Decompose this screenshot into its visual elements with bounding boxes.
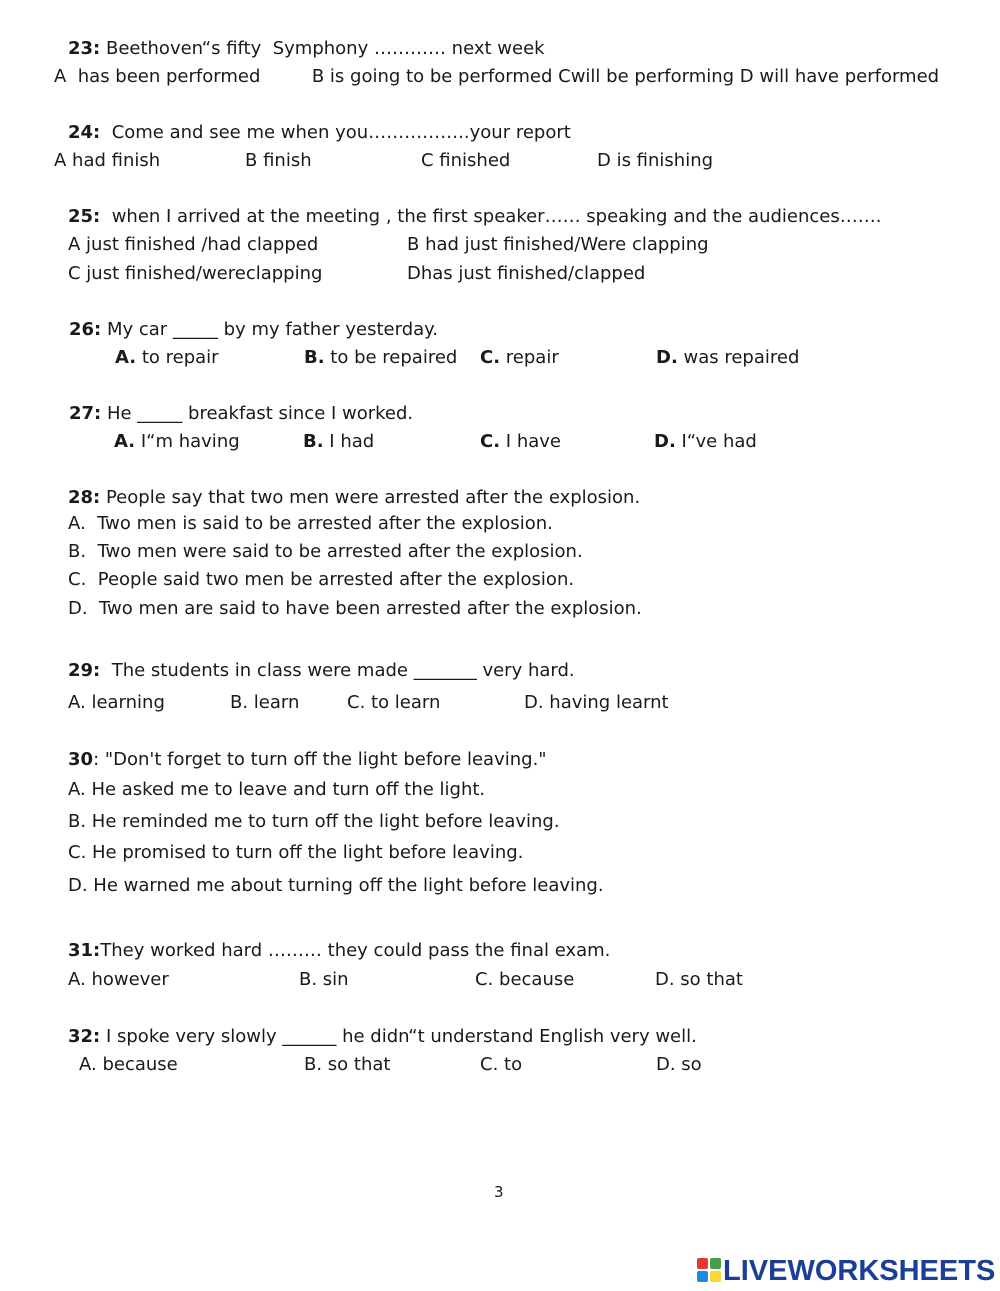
option-d: D. so that <box>655 969 743 990</box>
question-text: The students in class were made _______ very hard. <box>100 660 575 681</box>
question-23 <box>68 38 545 60</box>
option-text: I had <box>323 431 375 452</box>
option-b: B. Two men were said to be arrested after the explosion. <box>68 541 583 562</box>
option-d <box>654 431 757 453</box>
question-25 <box>68 206 881 228</box>
option-d: D is finishing <box>597 150 714 171</box>
question-31 <box>68 940 610 962</box>
option-text: I“m having <box>135 431 240 452</box>
option-a: A. learning <box>68 692 165 713</box>
option-c: C just finished/wereclapping <box>68 263 323 284</box>
liveworksheets-logo-icon <box>697 1258 723 1284</box>
option-b: B. He reminded me to turn off the light before leaving. <box>68 811 560 832</box>
question-number: 23: <box>68 38 101 59</box>
question-text: My car _____ by my father yesterday. <box>101 319 438 340</box>
question-number: 27: <box>69 403 102 424</box>
option-a: A. He asked me to leave and turn off the light. <box>68 779 486 800</box>
option-letter: A. <box>114 431 136 452</box>
question-23-options: A has been performed B is going to be performed Cwill be performing D will have performed <box>54 66 940 87</box>
option-letter: D. <box>654 431 676 452</box>
option-text: to be repaired <box>324 347 458 368</box>
question-number: 32: <box>68 1026 101 1047</box>
option-d <box>656 347 799 369</box>
page-number: 3 <box>494 1183 504 1201</box>
option-a: A. Two men is said to be arrested after the explosion. <box>68 513 553 534</box>
option-text: repair <box>500 347 559 368</box>
option-text: I“ve had <box>675 431 757 452</box>
liveworksheets-brand: LIVEWORKSHEETS <box>723 1255 996 1287</box>
question-30 <box>68 749 547 771</box>
option-b: B. sin <box>299 969 349 990</box>
question-number: 25: <box>68 206 101 227</box>
option-b <box>303 431 374 453</box>
option-letter: A. <box>115 347 137 368</box>
question-text: Beethoven“s fifty Symphony ………… next week <box>100 38 545 59</box>
liveworksheets-logo[interactable] <box>697 1254 994 1288</box>
option-c: C. to <box>480 1054 523 1075</box>
question-32 <box>68 1026 697 1048</box>
question-24 <box>68 122 571 144</box>
option-text: to repair <box>136 347 219 368</box>
question-number: 31: <box>68 940 101 961</box>
question-number: 28: <box>68 487 101 508</box>
option-a: A. however <box>68 969 169 990</box>
option-d: D. so <box>656 1054 702 1075</box>
question-text: : "Don't forget to turn off the light before leaving." <box>93 749 547 770</box>
option-letter: B. <box>304 347 325 368</box>
question-text: They worked hard ……… they could pass the final exam. <box>100 940 611 961</box>
option-b <box>304 347 457 369</box>
option-d: D. He warned me about turning off the light before leaving. <box>68 875 604 896</box>
option-a <box>115 347 219 369</box>
question-28 <box>68 487 640 509</box>
question-27 <box>69 403 413 425</box>
question-text: People say that two men were arrested after the explosion. <box>100 487 641 508</box>
option-c: C. He promised to turn off the light before leaving. <box>68 842 524 863</box>
option-letter: D. <box>656 347 678 368</box>
option-d: D. Two men are said to have been arrested after the explosion. <box>68 598 642 619</box>
question-number: 24: <box>68 122 101 143</box>
option-c: C. to learn <box>347 692 441 713</box>
option-a: A. because <box>79 1054 178 1075</box>
option-c: C finished <box>421 150 511 171</box>
option-letter: C. <box>480 347 501 368</box>
question-number: 29: <box>68 660 101 681</box>
option-b: B. learn <box>230 692 300 713</box>
option-b: B finish <box>245 150 312 171</box>
option-letter: B. <box>303 431 324 452</box>
option-c: C. People said two men be arrested after the explosion. <box>68 569 575 590</box>
question-number: 30 <box>68 749 94 770</box>
option-a <box>114 431 240 453</box>
option-c <box>480 347 559 369</box>
option-text: I have <box>500 431 561 452</box>
option-d: D. having learnt <box>524 692 669 713</box>
option-text: was repaired <box>677 347 800 368</box>
option-d: Dhas just finished/clapped <box>407 263 646 284</box>
question-number: 26: <box>69 319 102 340</box>
option-a: A just finished /had clapped <box>68 234 319 255</box>
option-c: C. because <box>475 969 575 990</box>
question-text: Come and see me when you……………..your report <box>100 122 571 143</box>
option-c <box>480 431 561 453</box>
option-b: B had just finished/Were clapping <box>407 234 709 255</box>
option-a: A had finish <box>54 150 161 171</box>
question-29 <box>68 660 575 682</box>
option-b: B. so that <box>304 1054 391 1075</box>
question-text: I spoke very slowly ______ he didn“t understand English very well. <box>100 1026 697 1047</box>
question-26 <box>69 319 438 341</box>
question-text: when I arrived at the meeting , the first speaker…… speaking and the audiences……. <box>100 206 882 227</box>
question-text: He _____ breakfast since I worked. <box>101 403 414 424</box>
option-letter: C. <box>480 431 501 452</box>
